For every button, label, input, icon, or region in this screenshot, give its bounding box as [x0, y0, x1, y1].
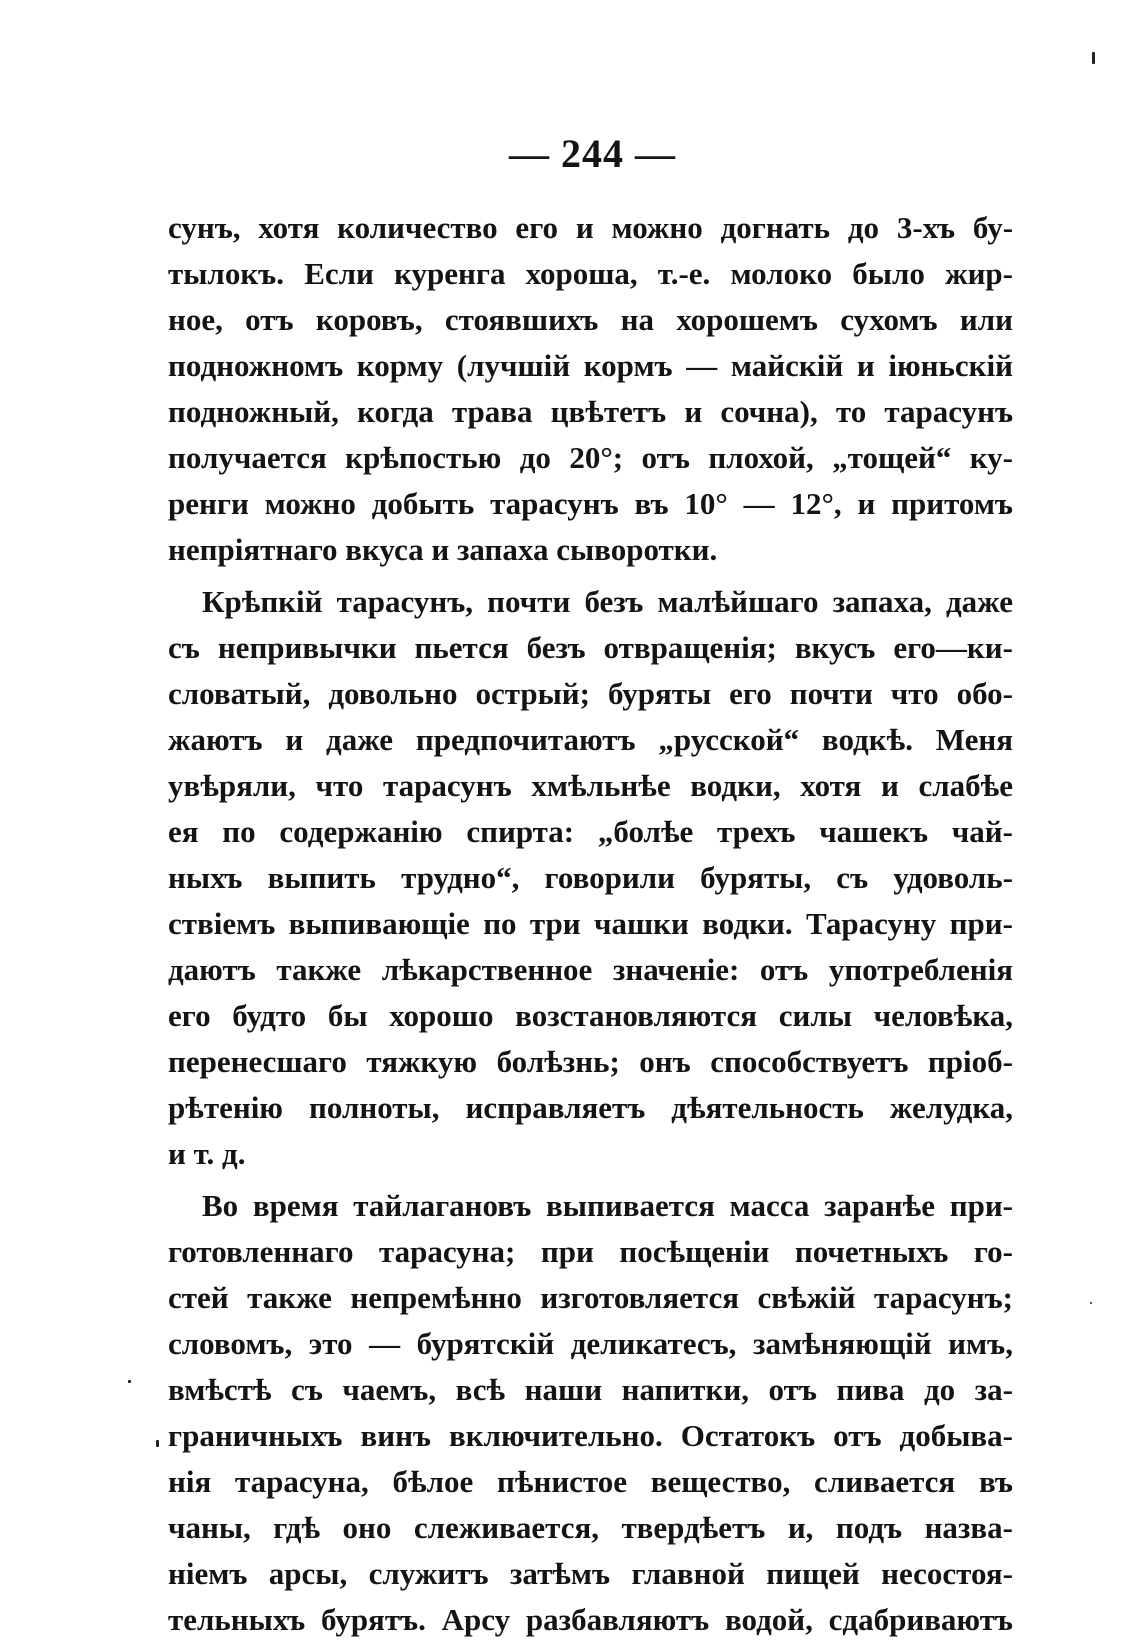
text-line: сунъ, хотя количество его и можно догнать до 3-хъ бу-: [168, 210, 1014, 245]
text-line: непріятнаго вкуса и запаха сыворотки.: [168, 532, 718, 567]
text-line: словатый, довольно острый; буряты его почти что обо-: [168, 676, 1013, 711]
text-line: вмѣстѣ съ чаемъ, всѣ наши напитки, отъ пива до за-: [168, 1372, 1013, 1407]
page-number: — 244 —: [509, 131, 676, 176]
scan-speck: [1090, 1302, 1092, 1304]
text-line: граничныхъ винъ включительно. Остатокъ отъ добыва-: [168, 1418, 1013, 1453]
text-line: даютъ также лѣкарственное значеніе: отъ употребленія: [168, 952, 1014, 987]
text-line: нія тарасуна, бѣлое пѣнистое вещество, сливается въ: [168, 1464, 1013, 1499]
text-line: подножный, когда трава цвѣтетъ и сочна), то тарасунъ: [168, 394, 1014, 429]
text-line: съ непривычки пьется безъ отвращенія; вкусъ его—ки-: [168, 630, 1013, 665]
text-line: его будто бы хорошо возстановляются силы человѣка,: [168, 998, 1013, 1033]
text-line: тельныхъ бурятъ. Арсу разбавляютъ водой, сдабриваютъ: [168, 1602, 1014, 1637]
text-line: Во время тайлагановъ выпивается масса заранѣе при-: [202, 1188, 1014, 1223]
text-line: ніемъ арсы, служитъ затѣмъ главной пищей несостоя-: [168, 1556, 1013, 1591]
text-line: ренги можно добыть тарасунъ въ 10° — 12°, и притомъ: [168, 486, 1014, 521]
text-line: рѣтенію полноты, исправляетъ дѣятельность желудка,: [168, 1090, 1013, 1125]
text-line: и т. д.: [168, 1136, 246, 1171]
text-line: Крѣпкій тарасунъ, почти безъ малѣйшаго запаха, даже: [202, 584, 1013, 619]
text-line: перенесшаго тяжкую болѣзнь; онъ способствуетъ пріоб-: [168, 1044, 1013, 1079]
text-line: словомъ, это — бурятскій деликатесъ, замѣняющій имъ,: [168, 1326, 1013, 1361]
scan-speck: [1092, 52, 1095, 64]
text-line: готовленнаго тарасуна; при посѣщеніи почетныхъ го-: [168, 1234, 1014, 1269]
text-line: подножномъ корму (лучшій кормъ — майскій и іюньскій: [168, 348, 1013, 383]
text-line: ея по содержанію спирта: „болѣе трехъ чашекъ чай-: [168, 814, 1013, 849]
text-line: ное, отъ коровъ, стоявшихъ на хорошемъ сухомъ или: [168, 302, 1013, 337]
scan-speck: [128, 1380, 131, 1383]
text-line: жаютъ и даже предпочитаютъ „русской“ водкѣ. Меня: [168, 722, 1014, 757]
text-line: ныхъ выпить трудно“, говорили буряты, съ удоволь-: [168, 860, 1013, 895]
text-line: стей также непремѣнно изготовляется свѣжій тарасунъ;: [168, 1280, 1013, 1315]
body-text: [168, 205, 1013, 1643]
text-line: увѣряли, что тарасунъ хмѣльнѣе водки, хотя и слабѣе: [168, 768, 1014, 803]
text-line: получается крѣпостью до 20°; отъ плохой, „тощей“ ку-: [168, 440, 1014, 475]
scan-speck: [156, 1440, 159, 1447]
text-line: чаны, гдѣ оно слеживается, твердѣетъ и, подъ назва-: [168, 1510, 1013, 1545]
text-line: тылокъ. Если куренга хороша, т.-е. молоко было жир-: [168, 256, 1013, 291]
text-line: ствіемъ выпивающіе по три чашки водки. Тарасуну при-: [168, 906, 1013, 941]
